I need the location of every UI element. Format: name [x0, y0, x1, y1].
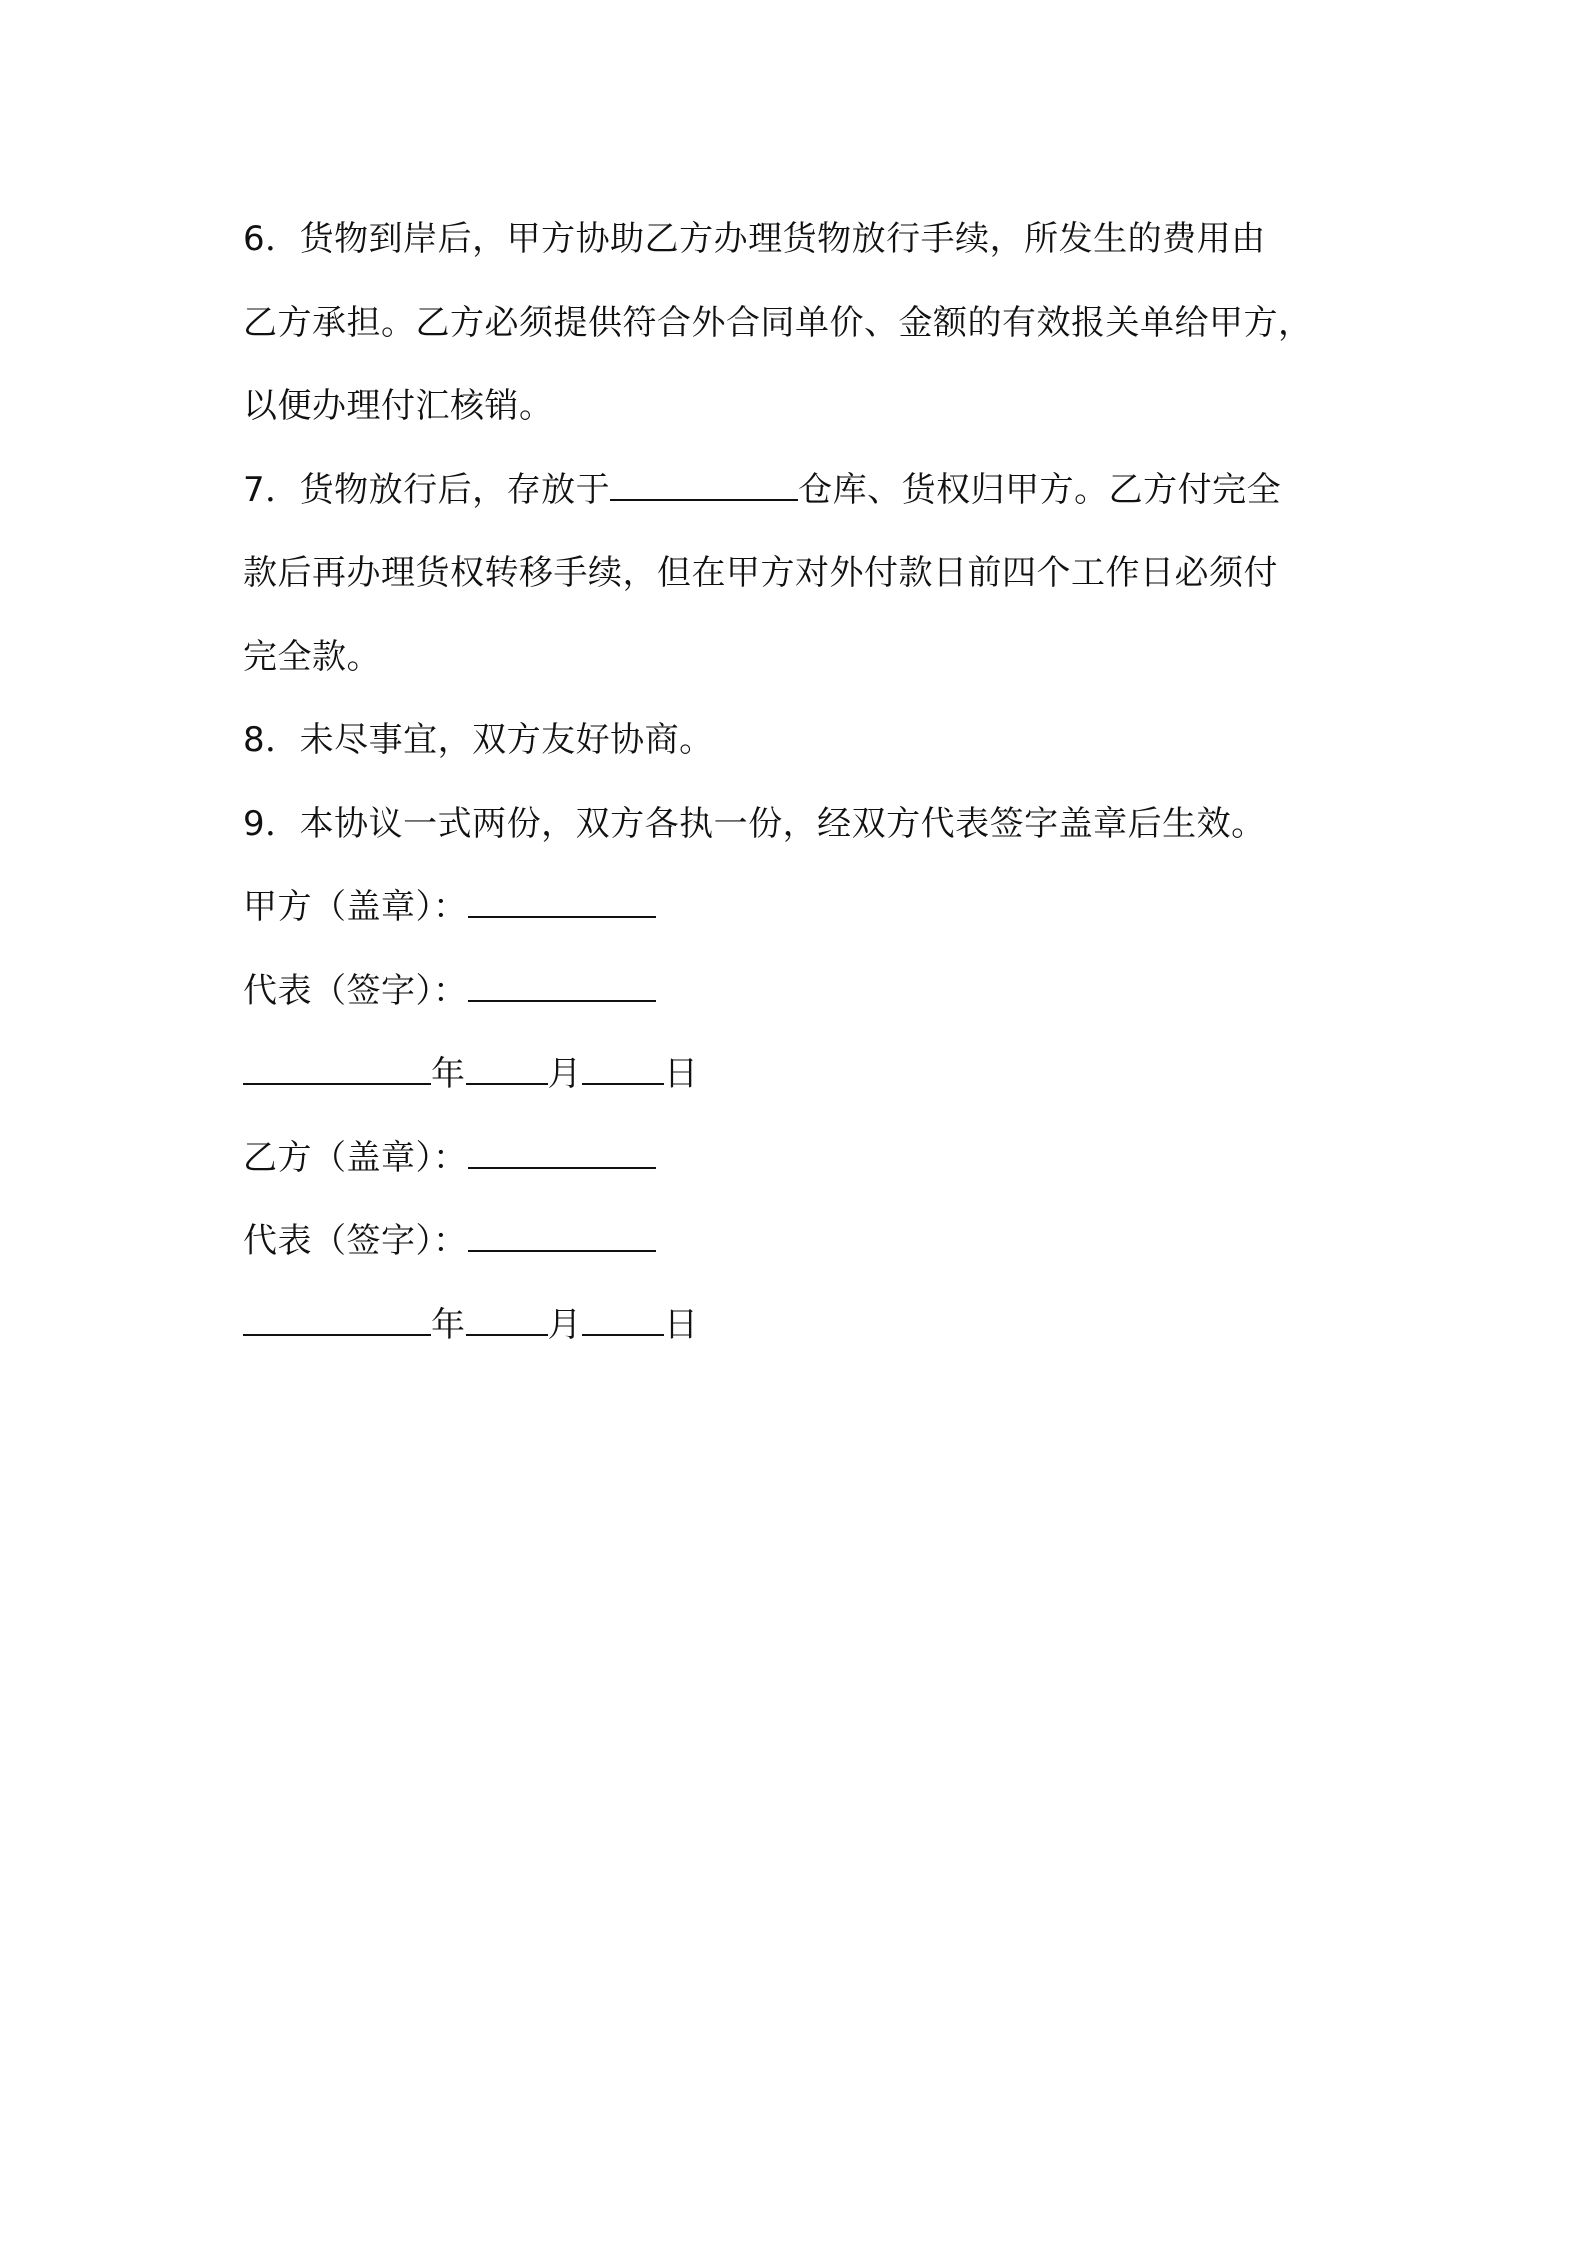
contract-page [243, 198, 1353, 1367]
clause-7-text-before: 7．货物放行后，存放于 [243, 469, 611, 510]
party-b-sign-row [243, 1200, 1353, 1284]
party-a-seal-row [243, 866, 1353, 950]
party-b-date-row [243, 1284, 1353, 1368]
party-a-year-label: 年 [431, 1054, 466, 1094]
party-b-seal-row [243, 1117, 1353, 1201]
party-b-seal-blank [468, 1137, 656, 1169]
party-a-date-row [243, 1033, 1353, 1117]
party-a-seal-blank [468, 886, 656, 918]
party-b-sign-label: 代表（签字）： [243, 1221, 468, 1261]
party-a-month-label: 月 [547, 1054, 582, 1094]
party-b-year-blank [243, 1304, 431, 1336]
clause-8: 8．未尽事宜，双方友好协商。 [243, 720, 714, 760]
party-a-seal-label: 甲方（盖章）： [243, 887, 468, 927]
party-b-year-label: 年 [431, 1304, 466, 1345]
party-b-seal-label: 乙方（盖章）： [243, 1137, 468, 1178]
clause-6-line-3: 以便办理付汇核销。 [243, 386, 554, 426]
party-b-month-label: 月 [547, 1304, 582, 1345]
warehouse-blank [610, 469, 798, 501]
clause-7-line-2: 款后再办理货权转移手续，但在甲方对外付款日前四个工作日必须付 [243, 553, 1278, 593]
clause-6-line-2: 乙方承担。乙方必须提供符合外合同单价、金额的有效报关单给甲方， [243, 302, 1313, 343]
clause-9: 9．本协议一式两份，双方各执一份，经双方代表签字盖章后生效。 [243, 803, 1266, 844]
party-a-month-blank [466, 1053, 548, 1085]
party-b-day-blank [582, 1304, 664, 1336]
party-b-sign-blank [468, 1220, 656, 1252]
clause-7-line-1 [243, 449, 1353, 533]
party-a-sign-row [243, 950, 1353, 1034]
clause-7-line-3: 完全款。 [243, 636, 381, 677]
party-b-month-blank [466, 1304, 548, 1336]
party-a-sign-blank [468, 970, 656, 1002]
party-a-year-blank [243, 1053, 431, 1085]
party-a-day-blank [582, 1053, 664, 1085]
party-a-sign-label: 代表（签字）： [243, 970, 468, 1011]
party-b-day-label: 日 [664, 1304, 699, 1345]
party-a-day-label: 日 [664, 1054, 699, 1094]
clause-6-line-1: 6．货物到岸后，甲方协助乙方办理货物放行手续，所发生的费用由 [243, 219, 1266, 259]
clause-7-text-after: 仓库、货权归甲方。乙方付完全 [798, 469, 1282, 510]
